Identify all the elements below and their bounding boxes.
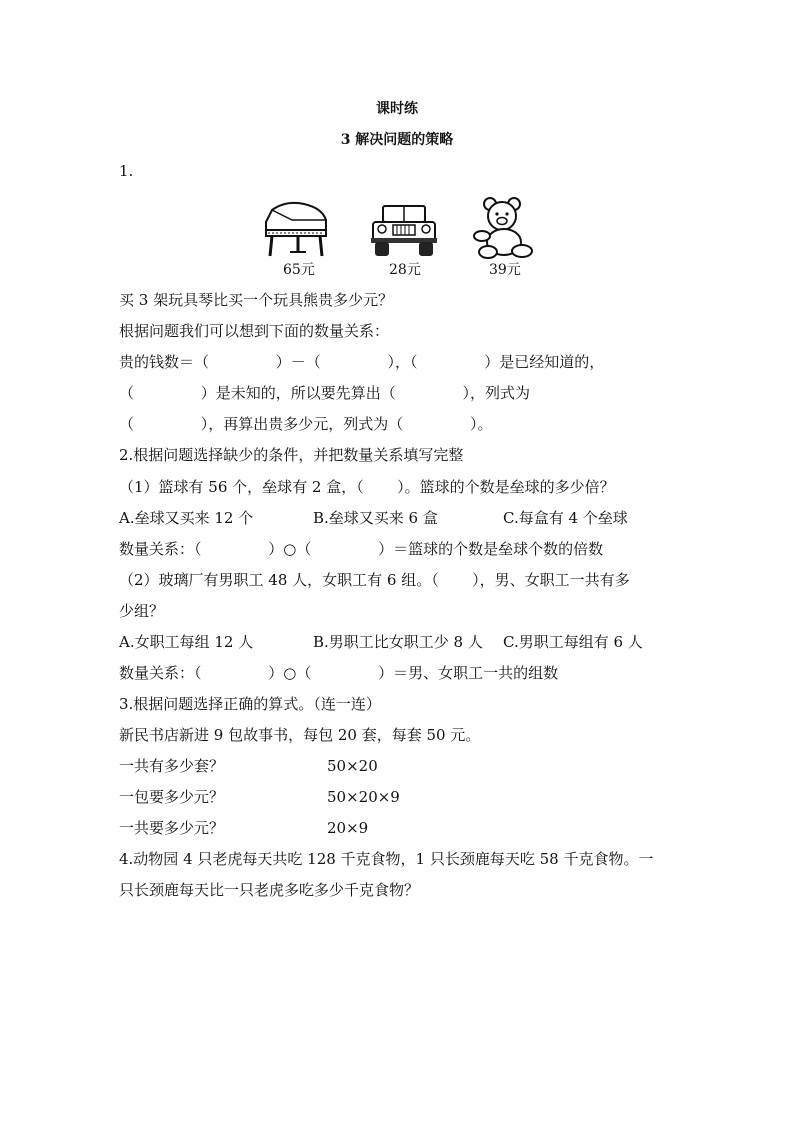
q2-sub2-text-line1: （2）玻璃厂有男职工 48 人，女职工有 6 组。（ ），男、女职工一共有多: [119, 571, 630, 589]
q2-sub1-option-a: A.垒球又买来 12 个: [119, 509, 254, 527]
teddy-bear-icon: [470, 196, 540, 260]
q3-question-2: 一包要多少元？: [119, 788, 225, 806]
q3-heading: 3.根据问题选择正确的算式。（连一连）: [119, 695, 381, 713]
q2-heading: 2.根据问题选择缺少的条件，并把数量关系填写完整: [119, 446, 464, 464]
piano-price: 65元: [283, 262, 315, 278]
q2-sub1-option-b: B.垒球又买来 6 盒: [313, 509, 438, 527]
q2-sub2-option-c: C.男职工每组有 6 人: [503, 633, 643, 651]
q1-prompt: 根据问题我们可以想到下面的数量关系：: [119, 322, 390, 340]
q1-line2: （ ）是未知的，所以要先算出（ ），列式为: [119, 384, 531, 402]
jeep-price: 28元: [389, 262, 421, 278]
q2-sub2-relation: 数量关系：（ ）○（ ）＝男、女职工一共的组数: [119, 664, 559, 682]
q3-formula-2: 50×20×9: [327, 788, 400, 806]
page-title: 课时练: [376, 101, 418, 117]
q2-sub2-option-b: B.男职工比女职工少 8 人: [313, 633, 483, 651]
q4-line2: 只长颈鹿每天比一只老虎多吃多少千克食物？: [119, 881, 420, 899]
q3-context: 新民书店新进 9 包故事书，每包 20 套，每套 50 元。: [119, 726, 481, 744]
q4-line1: 4.动物园 4 只老虎每天共吃 128 千克食物，1 只长颈鹿每天吃 58 千克食物。一: [119, 850, 654, 868]
q1-question: 买 3 架玩具琴比买一个玩具熊贵多少元？: [119, 291, 394, 309]
q2-sub2-text-line2: 少组？: [119, 602, 165, 620]
q3-question-3: 一共要多少元？: [119, 819, 225, 837]
q1-line1: 贵的钱数＝（ ）－（ ），（ ）是已经知道的，: [119, 353, 605, 371]
piano-icon: [262, 196, 332, 260]
q3-question-1: 一共有多少套？: [119, 757, 225, 775]
q2-sub2-option-a: A.女职工每组 12 人: [119, 633, 254, 651]
q1-line3: （ ），再算出贵多少元，列式为（ ）。: [119, 415, 493, 433]
q2-sub1-option-c: C.每盒有 4 个垒球: [503, 509, 628, 527]
q2-sub1-text: （1）篮球有 56 个，垒球有 2 盒，（ ）。篮球的个数是垒球的多少倍？: [119, 478, 615, 496]
q3-formula-3: 20×9: [327, 819, 369, 837]
q3-formula-1: 50×20: [327, 757, 378, 775]
jeep-icon: [369, 196, 439, 260]
q1-number: 1.: [119, 162, 134, 180]
q2-sub1-relation: 数量关系：（ ）○（ ）＝篮球的个数是垒球个数的倍数: [119, 540, 604, 558]
bear-price: 39元: [489, 262, 521, 278]
section-title: 3 解决问题的策略: [340, 132, 454, 148]
